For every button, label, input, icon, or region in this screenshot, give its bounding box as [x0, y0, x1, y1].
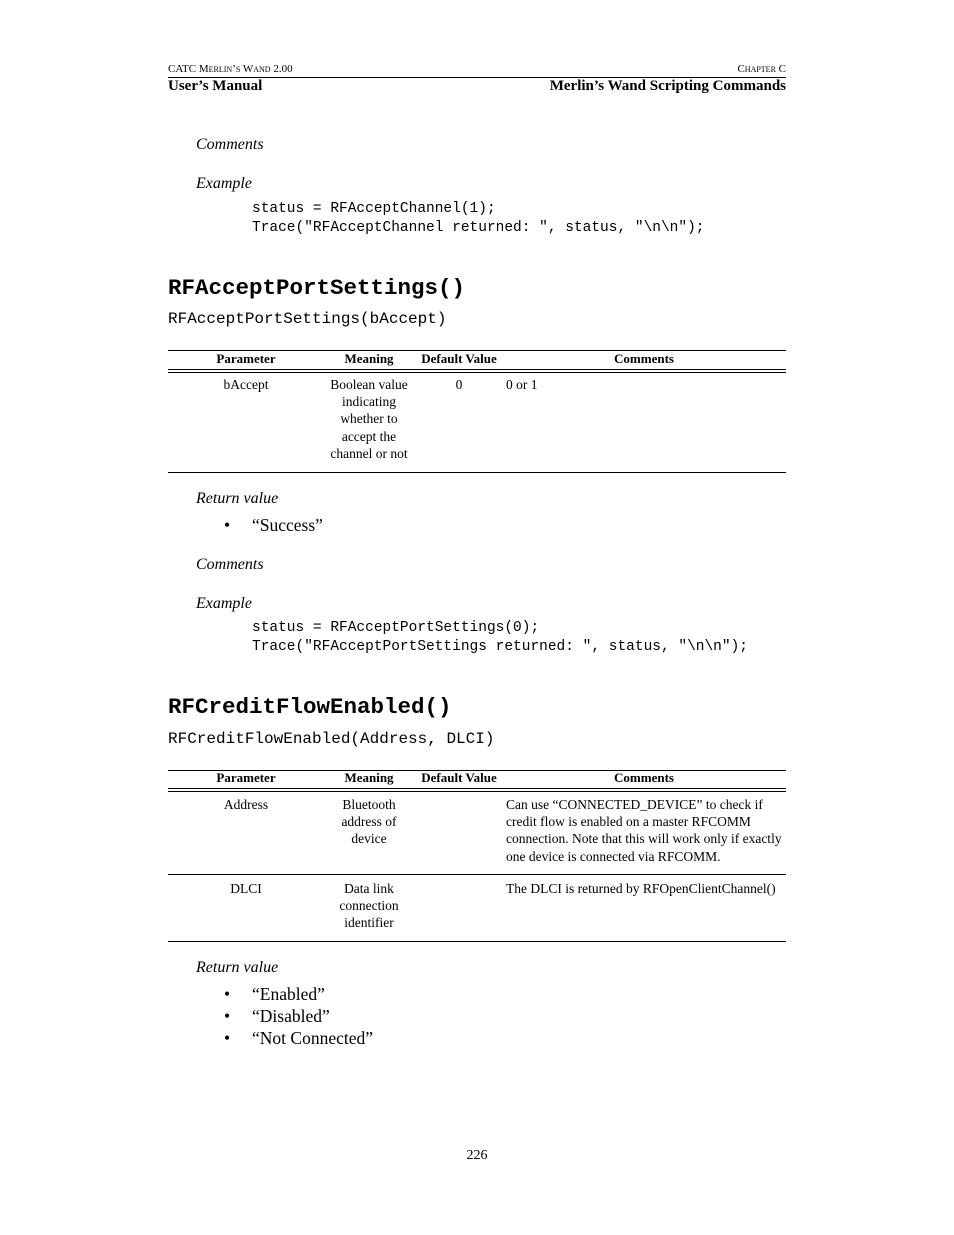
return-value: “Disabled” — [252, 1006, 330, 1026]
header-chapter: Chapter C — [737, 63, 786, 75]
return-value-label: Return value — [196, 490, 279, 507]
code-line: Trace("RFAcceptPortSettings returned: ", status, "\n\n"); — [252, 639, 748, 655]
section-title: RFAcceptPortSettings() — [168, 275, 466, 301]
list-item: • “Disabled” — [224, 1006, 330, 1026]
code-line: status = RFAcceptPortSettings(0); — [252, 620, 540, 636]
return-value-label: Return value — [196, 959, 279, 976]
cell-meaning: Data link connection identifier — [339, 881, 399, 931]
cell-meaning: Boolean value indicating whether to accept the channel or not — [330, 377, 408, 461]
return-value: “Enabled” — [252, 984, 325, 1004]
section-title: RFCreditFlowEnabled() — [168, 694, 452, 720]
header-chapter-title: Merlin’s Wand Scripting Commands — [549, 78, 786, 94]
example-code — [252, 619, 748, 657]
example-label: Example — [196, 595, 252, 612]
table-header-default: Default Value — [421, 770, 497, 785]
header-product: CATC Merlin’s Wand 2.00 — [168, 63, 293, 75]
running-header-bottom — [168, 78, 786, 95]
function-signature: RFAcceptPortSettings(bAccept) — [168, 310, 447, 328]
table-header-parameter: Parameter — [216, 351, 276, 366]
prev-example-label: Example — [196, 175, 252, 192]
return-value: “Success” — [252, 515, 323, 535]
return-value: “Not Connected” — [252, 1028, 373, 1048]
return-value-list — [224, 983, 373, 1049]
table-rule — [168, 472, 786, 473]
table-header-parameter: Parameter — [216, 770, 276, 785]
prev-comments-label: Comments — [196, 136, 264, 153]
table-rule — [168, 788, 786, 789]
prev-example-code — [252, 200, 704, 238]
list-item: • “Success” — [224, 515, 323, 535]
table-header-comments: Comments — [614, 770, 674, 785]
table-rule — [168, 791, 786, 792]
manual-page — [168, 0, 786, 1235]
table-rule — [168, 941, 786, 942]
cell-parameter: DLCI — [230, 881, 262, 896]
code-line: Trace("RFAcceptChannel returned: ", status, "\n\n"); — [252, 220, 705, 236]
table-header-comments: Comments — [614, 351, 674, 366]
table-header-default: Default Value — [421, 351, 497, 366]
cell-comments: The DLCI is returned by RFOpenClientChannel() — [506, 881, 776, 896]
table-rule — [168, 874, 786, 875]
header-manual-title: User’s Manual — [168, 78, 263, 94]
table-rule — [168, 369, 786, 370]
running-header-top — [168, 63, 786, 75]
cell-parameter: Address — [223, 797, 269, 812]
table-header-meaning: Meaning — [344, 770, 394, 785]
table-rule — [168, 372, 786, 373]
page-number: 226 — [466, 1148, 488, 1163]
code-line: status = RFAcceptChannel(1); — [252, 201, 496, 217]
table-header-meaning: Meaning — [344, 351, 394, 366]
cell-parameter: bAccept — [223, 377, 269, 392]
cell-comments: 0 or 1 — [506, 377, 538, 392]
cell-meaning: Bluetooth address of device — [341, 797, 397, 847]
comments-label: Comments — [196, 556, 264, 573]
list-item: • “Enabled” — [224, 984, 325, 1004]
return-value-list — [224, 514, 323, 536]
cell-comments: Can use “CONNECTED_DEVICE” to check if credit flow is enabled on a master RFCOMM connection. Note that this will work only if exactly one device is connected via RFCOMM. — [506, 797, 782, 864]
list-item: • “Not Connected” — [224, 1028, 373, 1048]
cell-default: 0 — [455, 377, 463, 392]
function-signature: RFCreditFlowEnabled(Address, DLCI) — [168, 730, 495, 748]
